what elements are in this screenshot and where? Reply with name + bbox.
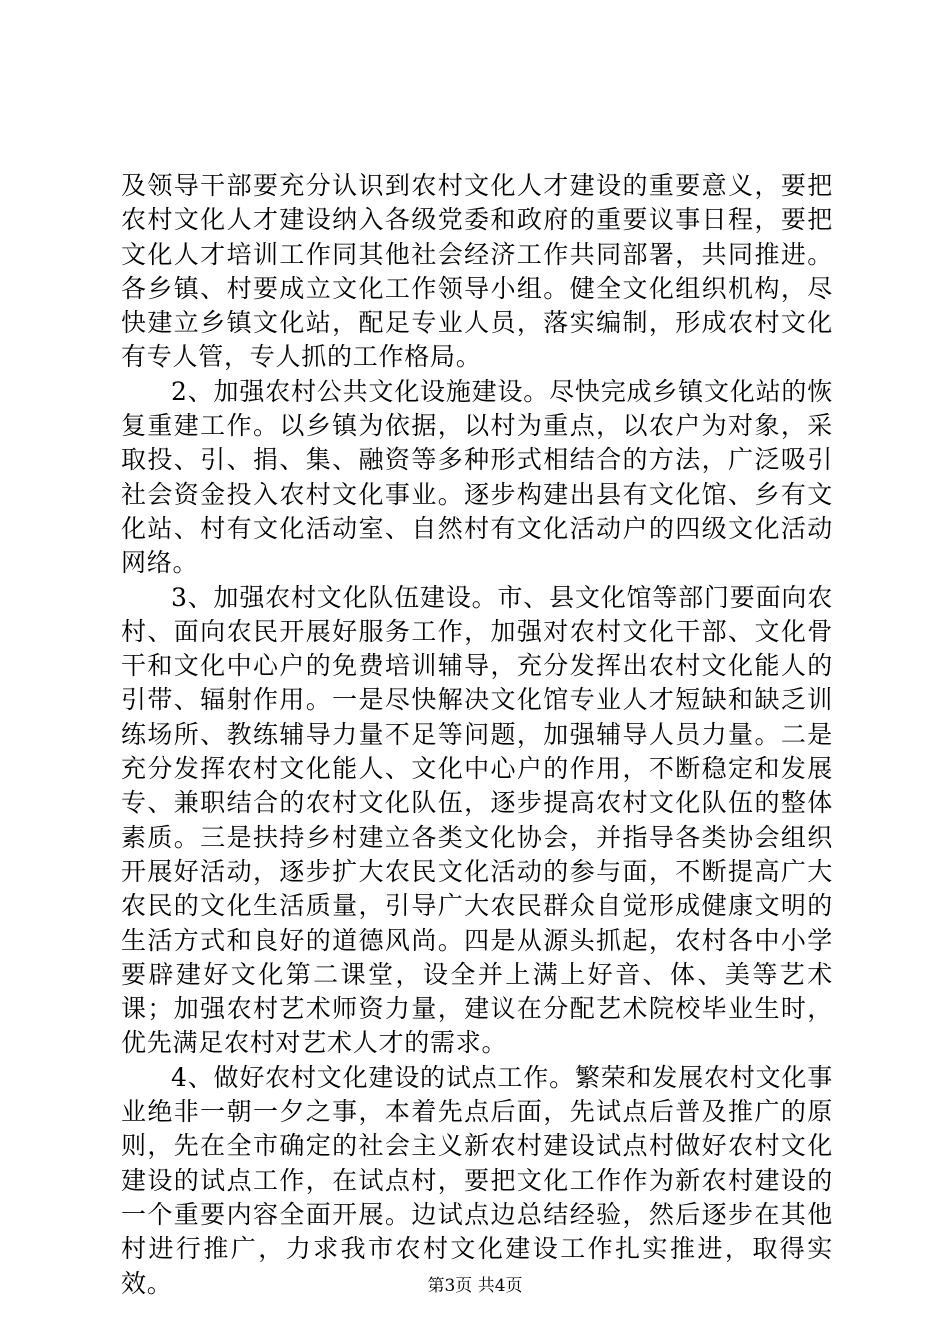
page-number-label: 第3页 共4页 (427, 1276, 523, 1296)
paragraph-continuation: 及领导干部要充分认识到农村文化人才建设的重要意义，要把农村文化人才建设纳入各级党委和政府的重要议事日程，要把文化人才培训工作同其他社会经济工作共同部署，共同推进。各乡镇、村要成立文化工作领导小组。健全文化组织机构，尽快建立乡镇文化站，配足专业人员，落实编制，形成农村文化有专人管，专人抓的工作格局。 (121, 171, 833, 372)
paragraph-item-4: 4、做好农村文化建设的试点工作。繁荣和发展农村文化事业绝非一朝一夕之事，本着先点后面，先试点后普及推广的原则，先在全市确定的社会主义新农村建设试点村做好农村文化建设的试点工作，在试点村，要把文化工作作为新农村建设的一个重要内容全面开展。边试点边总结经验，然后逐步在其他村进行推广，力求我市农村文化建设工作扎实推进，取得实效。 (121, 1062, 833, 1298)
page-footer (0, 1275, 950, 1297)
paragraph-item-3: 3、加强农村文化队伍建设。市、县文化馆等部门要面向农村、面向农民开展好服务工作，加强对农村文化干部、文化骨干和文化中心户的免费培训辅导，充分发挥出农村文化能人的引带、辐射作用。一是尽快解决文化馆专业人才短缺和缺乏训练场所、教练辅导力量不足等问题，加强辅导人员力量。二是充分发挥农村文化能人、文化中心户的作用，不断稳定和发展专、兼职结合的农村文化队伍，逐步提高农村文化队伍的整体素质。三是扶持乡村建立各类文化协会，并指导各类协会组织开展好活动，逐步扩大农民文化活动的参与面，不断提高广大农民的文化生活质量，引导广大农民群众自觉形成健康文明的生活方式和良好的道德风尚。四是从源头抓起，农村各中小学要辟建好文化第二课堂，设全并上满上好音、体、美等艺术课；加强农村艺术师资力量，建议在分配艺术院校毕业生时，优先满足农村对艺术人才的需求。 (121, 582, 833, 1058)
paragraph-item-2: 2、加强农村公共文化设施建设。尽快完成乡镇文化站的恢复重建工作。以乡镇为依据，以村为重点，以农户为对象，采取投、引、捐、集、融资等多种形式相结合的方法，广泛吸引社会资金投入农村文化事业。逐步构建出县有文化馆、乡有文化站、村有文化活动室、自然村有文化活动户的四级文化活动网络。 (121, 376, 833, 578)
document-body (121, 169, 833, 1301)
